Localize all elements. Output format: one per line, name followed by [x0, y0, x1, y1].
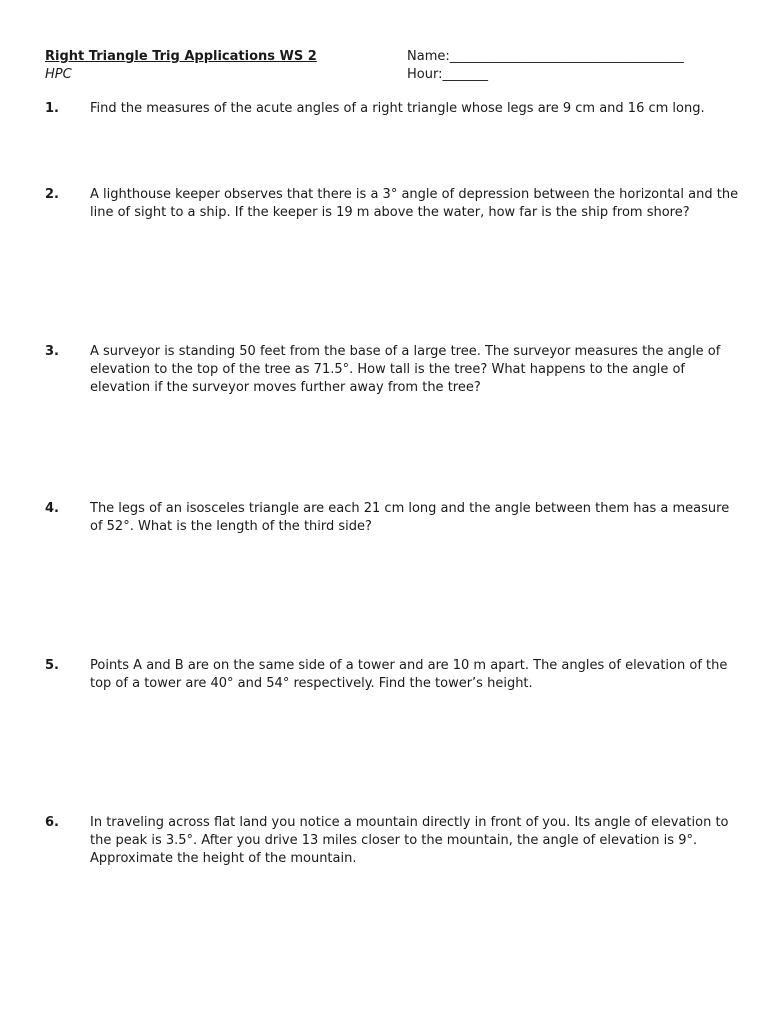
problem-text: In traveling across flat land you notice a mountain directly in front of you. Its angle of elevation to the peak is 3.5°. After you drive 13 miles closer to the mountain, the angle of elevation is 9°. Approximate the height of the mountain.: [90, 815, 729, 866]
problem-number: 1.: [45, 101, 59, 116]
worksheet-title: Right Triangle Trig Applications WS 2: [45, 49, 317, 64]
course-label: HPC: [45, 67, 72, 82]
hour-field: Hour:_______: [407, 67, 488, 82]
problem-text: A lighthouse keeper observes that there is a 3° angle of depression between the horizontal and the line of sight to a ship. If the keeper is 19 m above the water, how far is the ship from shore?: [90, 187, 739, 220]
problem-number: 4.: [45, 501, 59, 516]
problem-number: 2.: [45, 187, 59, 202]
problem-text: Points A and B are on the same side of a tower and are 10 m apart. The angles of elevation of the top of a tower are 40° and 54° respectively. Find the tower’s height.: [90, 658, 728, 691]
problem-number: 5.: [45, 658, 59, 673]
problem-text: The legs of an isosceles triangle are each 21 cm long and the angle between them has a measure of 52°. What is the length of the third side?: [90, 501, 730, 534]
name-field: Name:____________________________________: [407, 49, 684, 64]
problem-number: 3.: [45, 344, 59, 359]
problem-text: Find the measures of the acute angles of a right triangle whose legs are 9 cm and 16 cm long.: [90, 101, 705, 116]
problem-number: 6.: [45, 815, 59, 830]
problem-text: A surveyor is standing 50 feet from the base of a large tree. The surveyor measures the angle of elevation to the top of the tree as 71.5°. How tall is the tree? What happens to the angle of elevation if the surveyor moves further away from the tree?: [90, 344, 721, 395]
